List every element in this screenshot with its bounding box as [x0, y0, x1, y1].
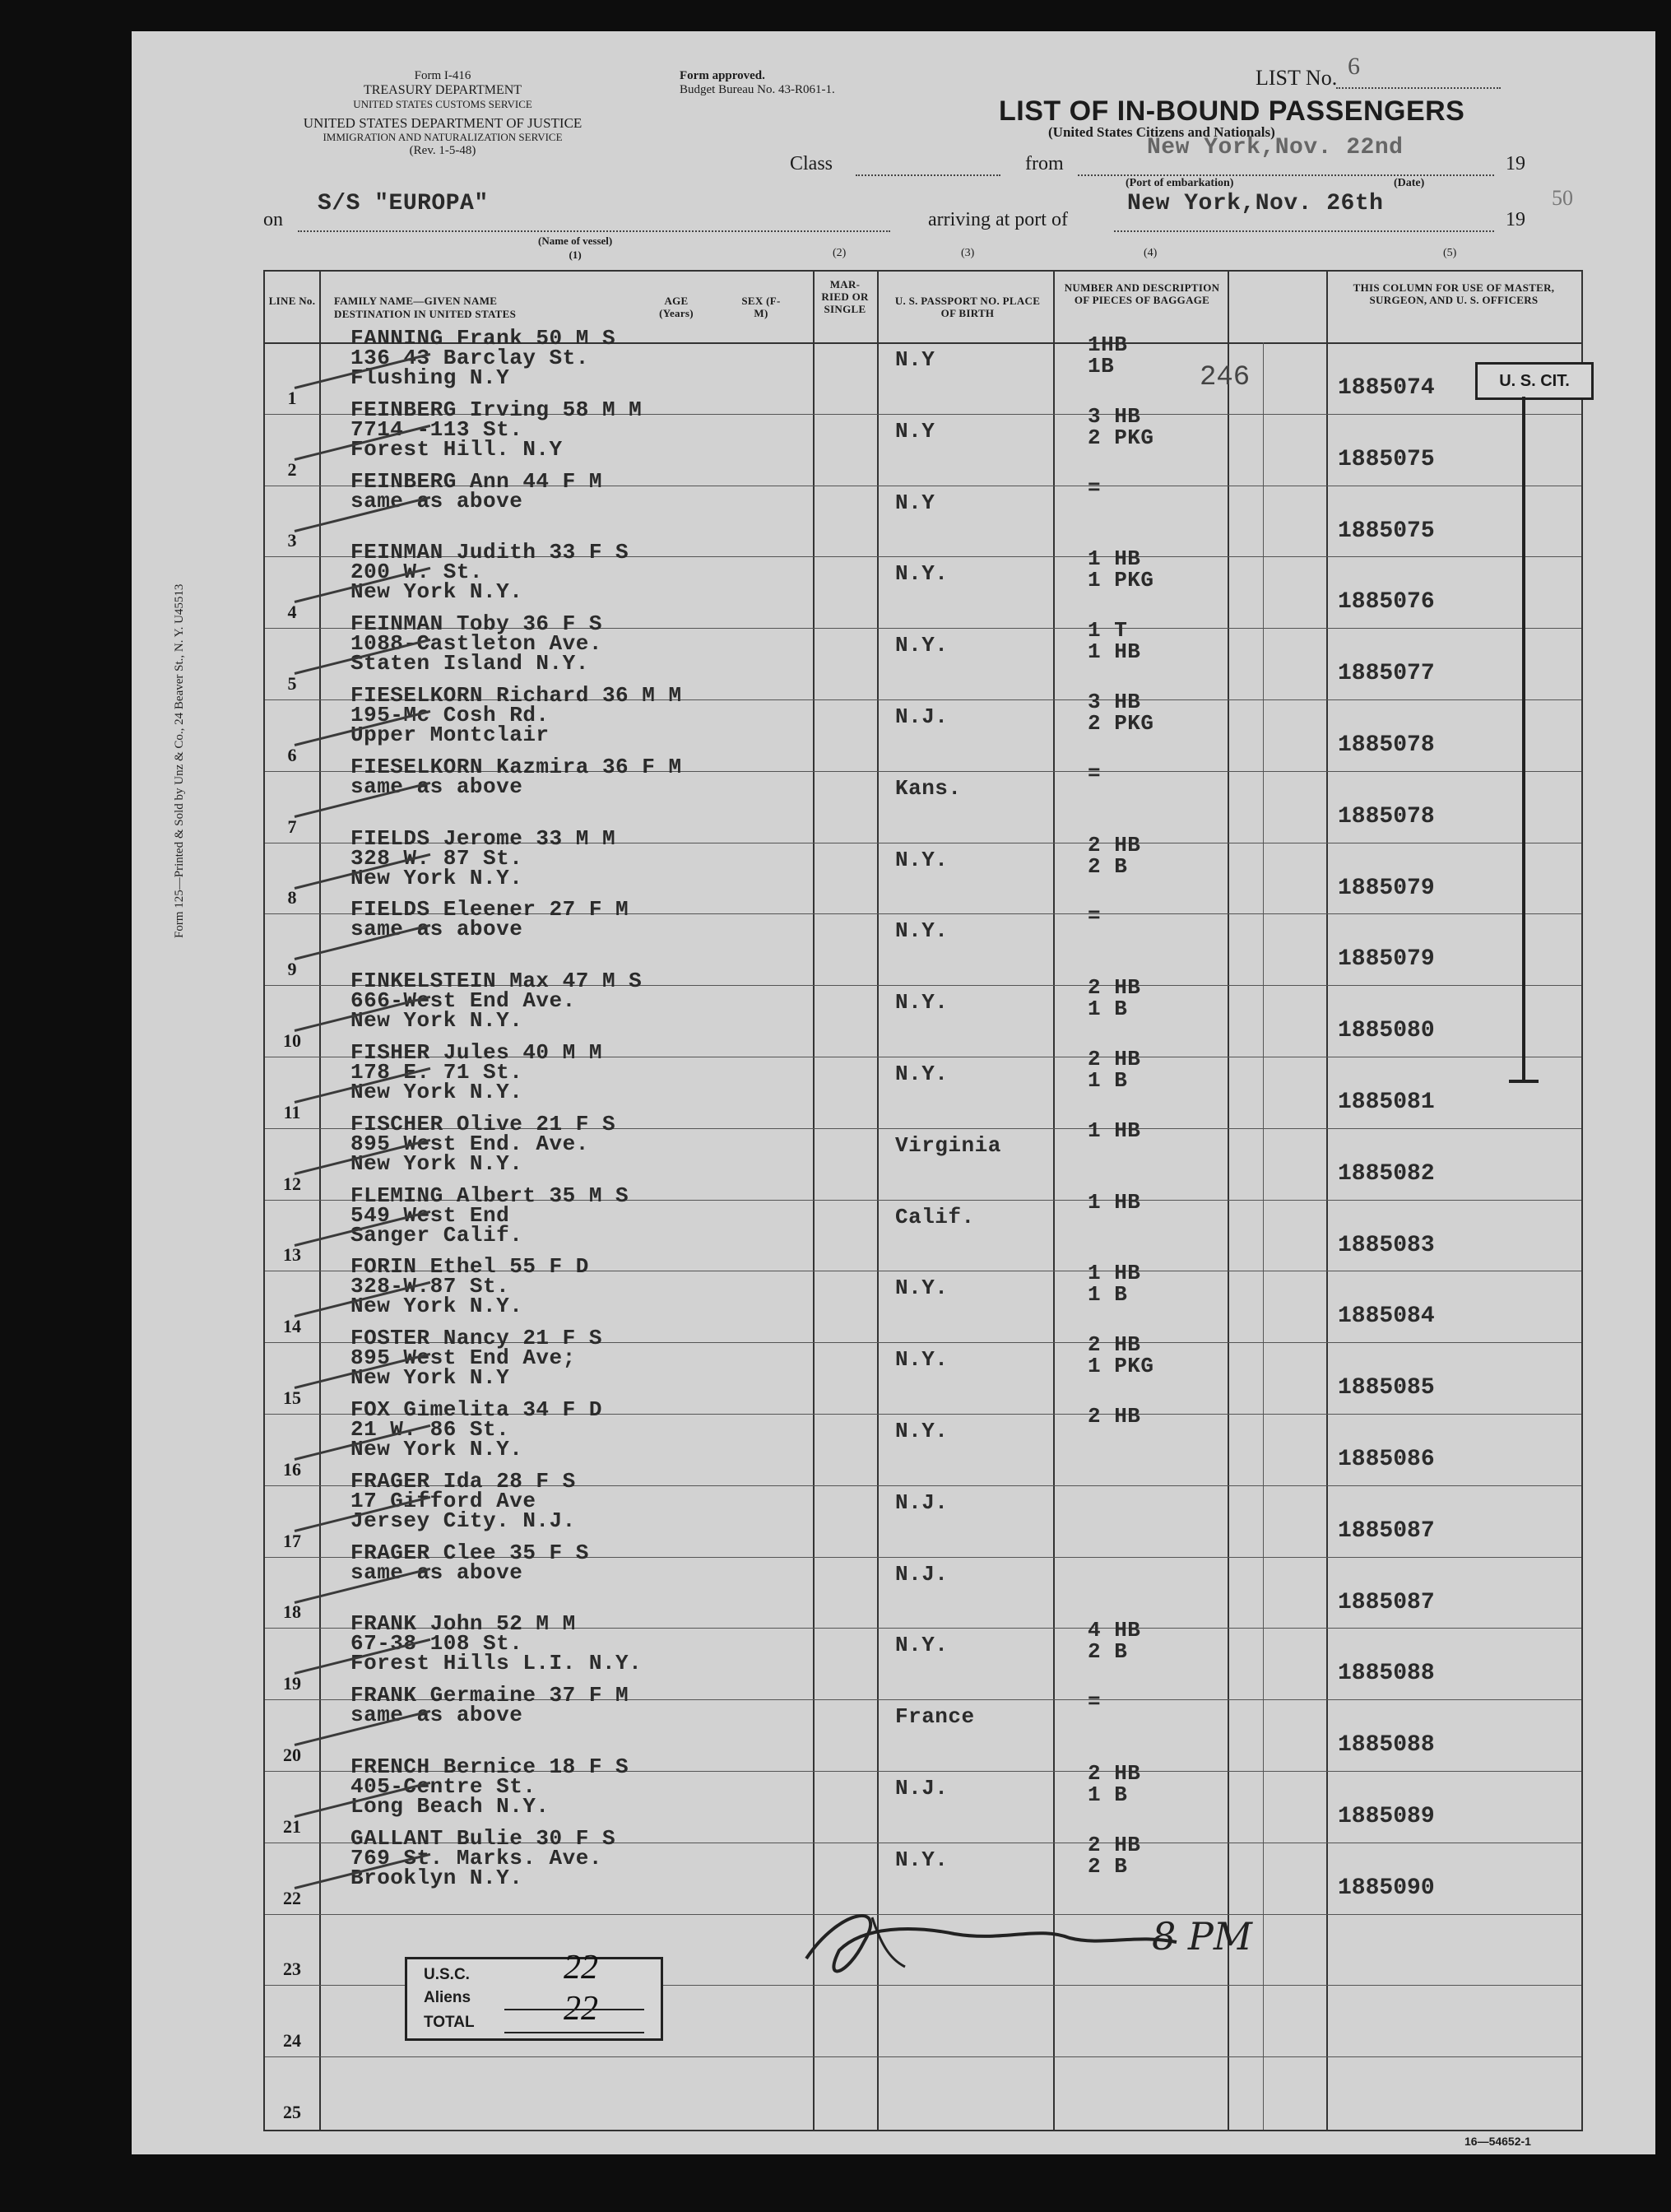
- total-value: 22: [564, 1990, 598, 2028]
- officer-control-number: 1885088: [1338, 1732, 1435, 1759]
- form-number: 16—54652-1: [1464, 2135, 1531, 2148]
- passenger-name-line: FIELDS Jerome 33 M M: [350, 825, 616, 851]
- list-no-line: [1336, 87, 1501, 89]
- passenger-name-line: FISHER Jules 40 M M: [350, 1040, 602, 1065]
- passenger-address-line: 136 43 Barclay St.: [350, 346, 589, 370]
- summary-rule: [504, 2032, 644, 2033]
- list-no-label: LIST No.: [1256, 66, 1338, 90]
- ins-label: IMMIGRATION AND NATURALIZATION SERVICE: [323, 131, 563, 143]
- officer-control-number: 1885078: [1338, 803, 1435, 830]
- passenger-address-line: 7714 -113 St.: [350, 416, 523, 442]
- line-number: 11: [283, 1101, 301, 1122]
- arriving-port-value: New York,Nov. 26th: [1127, 191, 1384, 216]
- citizen-bracket-foot: [1509, 1080, 1539, 1083]
- officer-control-number: 1885084: [1338, 1304, 1435, 1330]
- line-number: 18: [283, 1601, 301, 1623]
- line-number: 2: [287, 458, 297, 480]
- year-suffix: 50: [1552, 186, 1573, 210]
- passenger-birthplace: N.Y: [895, 418, 935, 444]
- passenger-address-line: same as above: [350, 774, 523, 799]
- passenger-address-line: 328 W. 87 St.: [350, 845, 523, 871]
- year-label: 19: [1506, 153, 1525, 174]
- summary-rule: [504, 2009, 644, 2010]
- passenger-city-line: Flushing N.Y: [350, 365, 510, 390]
- approval-block: [680, 69, 835, 97]
- passenger-birthplace: N.Y.: [895, 1419, 949, 1443]
- passenger-baggage: =: [1088, 475, 1102, 500]
- passenger-birthplace: N.Y.: [895, 561, 949, 587]
- passenger-baggage: =: [1088, 1689, 1102, 1715]
- passenger-city-line: New York N.Y.: [350, 1008, 523, 1034]
- vessel-caption-num: (1): [569, 249, 582, 261]
- passenger-city-line: Brooklyn N.Y.: [350, 1865, 523, 1890]
- col-head-passport: U. S. PASSPORT NO. PLACE OF BIRTH: [894, 295, 1041, 319]
- passenger-address-line: 328-W.87 St.: [350, 1274, 510, 1299]
- passenger-birthplace: N.Y.: [895, 847, 949, 872]
- passenger-birthplace: N.Y.: [895, 1347, 949, 1373]
- passenger-name-line: FIESELKORN Kazmira 36 F M: [350, 754, 682, 779]
- officer-control-number: 1885075: [1338, 446, 1435, 472]
- col-number: (4): [1144, 247, 1158, 259]
- passenger-baggage: 2 HB: [1088, 975, 1141, 1001]
- col-rule: [877, 272, 879, 2130]
- passenger-city-line: Sanger Calif.: [350, 1222, 523, 1248]
- officer-control-number: 1885079: [1338, 875, 1435, 901]
- passenger-city-line: New York N.Y.: [350, 1437, 523, 1462]
- passenger-city-line: New York N.Y.: [350, 1294, 523, 1319]
- passenger-baggage: 1 B: [1088, 1282, 1128, 1308]
- col-rule: [1228, 272, 1229, 2130]
- col-head-age: AGE (Years): [659, 295, 694, 319]
- passenger-name-line: FRAGER Ida 28 F S: [350, 1468, 576, 1494]
- aliens-label: Aliens: [424, 1989, 471, 2006]
- col-number: (2): [833, 247, 847, 259]
- passenger-city-line: Long Beach N.Y.: [350, 1794, 550, 1819]
- line-number: 6: [287, 744, 297, 765]
- passenger-birthplace: N.Y.: [895, 1276, 949, 1301]
- passenger-name-line: FOSTER Nancy 21 F S: [350, 1326, 602, 1351]
- passenger-name-line: FINKELSTEIN Max 47 M S: [350, 969, 643, 994]
- officer-control-number: 1885085: [1338, 1375, 1435, 1401]
- passenger-baggage: 1 HB: [1088, 1261, 1141, 1286]
- passenger-baggage: 1 B: [1088, 1782, 1128, 1807]
- passenger-baggage: 1 HB: [1088, 1189, 1141, 1215]
- officer-control-number: 1885077: [1338, 661, 1435, 687]
- passenger-name-line: FIESELKORN Richard 36 M M: [350, 683, 682, 708]
- line-number: 10: [283, 1030, 301, 1051]
- passenger-birthplace: N.J.: [895, 1561, 949, 1587]
- passenger-name-line: FEINBERG Irving 58 M M: [350, 397, 643, 422]
- officer-control-number: 1885074: [1338, 375, 1435, 401]
- passenger-birthplace: N.Y.: [895, 1847, 949, 1872]
- treasury-label: TREASURY DEPARTMENT: [363, 83, 522, 97]
- passenger-name-line: GALLANT Bulie 30 F S: [350, 1825, 616, 1851]
- passenger-name-line: FRAGER Clee 35 F S: [350, 1540, 589, 1565]
- col-number: (5): [1443, 247, 1457, 259]
- printer-imprint: Form 125—Printed & Sold by Unz & Co., 24 Beaver St., N. Y. U45513: [173, 583, 186, 938]
- passenger-address-line: 769 St. Marks. Ave.: [350, 1845, 602, 1870]
- rev-label: (Rev. 1-5-48): [409, 144, 476, 157]
- on-label: on: [263, 209, 283, 230]
- officer-control-number: 1885081: [1338, 1090, 1435, 1115]
- line-number: 25: [283, 2102, 301, 2122]
- officer-control-number: 1885087: [1338, 1589, 1435, 1615]
- passenger-birthplace: N.J.: [895, 1776, 949, 1801]
- col-rule: [1053, 272, 1055, 2130]
- form-id: Form I-416: [414, 69, 471, 82]
- passenger-baggage: 2 HB: [1088, 1047, 1141, 1071]
- passenger-baggage: =: [1088, 760, 1102, 786]
- passenger-address-line: 666-West End Ave.: [350, 988, 576, 1014]
- usc-label: U.S.C.: [424, 1966, 470, 1983]
- from-label: from: [1025, 153, 1064, 174]
- passenger-birthplace: Calif.: [895, 1204, 975, 1229]
- passenger-city-line: Forest Hills L.I. N.Y.: [350, 1651, 643, 1676]
- officer-control-number: 1885075: [1338, 518, 1435, 544]
- passenger-city-line: New York N.Y.: [350, 579, 523, 605]
- passenger-name-line: FRANK Germaine 37 F M: [350, 1683, 629, 1708]
- officer-control-number: 1885080: [1338, 1018, 1435, 1044]
- passenger-baggage: 1 HB: [1088, 1118, 1141, 1143]
- line-number: 19: [283, 1673, 301, 1694]
- passenger-baggage: 2 HB: [1088, 1404, 1141, 1429]
- passenger-name-line: FEINBERG Ann 44 F M: [350, 468, 602, 494]
- line-number: 9: [287, 959, 297, 980]
- passenger-baggage: 2 PKG: [1088, 711, 1154, 736]
- page-title: LIST OF IN-BOUND PASSENGERS: [999, 95, 1465, 127]
- passenger-baggage: 4 HB: [1088, 1618, 1141, 1643]
- passenger-city-line: Staten Island N.Y.: [350, 651, 589, 676]
- passenger-city-line: New York N.Y: [350, 1365, 510, 1391]
- passenger-address-line: 200 W. St.: [350, 560, 484, 585]
- officer-control-number: 1885078: [1338, 732, 1435, 758]
- passenger-address-line: same as above: [350, 488, 523, 514]
- vessel-name: S/S "EUROPA": [318, 191, 489, 216]
- citizen-bracket: [1522, 397, 1525, 1081]
- line-number: 21: [283, 1815, 301, 1837]
- passenger-baggage: 3 HB: [1088, 690, 1141, 714]
- passenger-birthplace: N.Y.: [895, 633, 949, 658]
- passenger-address-line: 895 West End Ave;: [350, 1345, 576, 1371]
- col-head-sex: SEX (F-M): [741, 295, 781, 319]
- passenger-baggage: 2 B: [1088, 1853, 1128, 1879]
- officer-control-number: 1885090: [1338, 1875, 1435, 1901]
- passenger-birthplace: N.Y: [895, 490, 935, 515]
- passenger-name-line: FOX Gimelita 34 F D: [350, 1397, 602, 1422]
- passenger-baggage: 2 HB: [1088, 1761, 1141, 1786]
- passenger-baggage: 3 HB: [1088, 403, 1141, 429]
- col-rule: [813, 272, 815, 2130]
- passenger-name-line: FRENCH Bernice 18 F S: [350, 1754, 629, 1779]
- header-agency-block: [262, 69, 624, 158]
- passenger-address-line: same as above: [350, 1703, 523, 1728]
- passenger-birthplace: Virginia: [895, 1132, 1001, 1158]
- usc-value: 22: [564, 1949, 598, 1987]
- passenger-baggage: 2 B: [1088, 853, 1128, 879]
- passenger-baggage: 1 T: [1088, 618, 1128, 644]
- summary-box: [405, 1949, 663, 2041]
- passenger-baggage: 2 HB: [1088, 832, 1141, 857]
- line-number: 7: [287, 816, 297, 837]
- passenger-baggage: 1 PKG: [1088, 1354, 1154, 1379]
- signature-time-note: 8 PM: [1152, 1914, 1252, 1959]
- passenger-baggage: 1 B: [1088, 997, 1128, 1022]
- passenger-name-line: FANNING Frank 50 M S: [350, 326, 616, 351]
- passenger-birthplace: N.J.: [895, 1489, 949, 1515]
- line-number: 1: [287, 387, 297, 408]
- passenger-birthplace: N.J.: [895, 704, 949, 729]
- col-head-line-no: LINE No.: [268, 295, 316, 307]
- passenger-name-line: FISCHER Olive 21 F S: [350, 1111, 616, 1136]
- baggage-note: 246: [1200, 362, 1251, 393]
- col-number: (3): [961, 247, 975, 259]
- passenger-city-line: New York N.Y.: [350, 865, 523, 890]
- arriving-label: arriving at port of: [928, 209, 1068, 230]
- approval-label: Form approved.: [680, 69, 765, 82]
- passenger-birthplace: France: [895, 1704, 975, 1730]
- passenger-birthplace: N.Y.: [895, 1062, 949, 1086]
- passenger-baggage: =: [1088, 904, 1102, 929]
- total-label: TOTAL: [424, 2014, 475, 2031]
- col-rule: [319, 272, 321, 2130]
- passenger-baggage: 1HB: [1088, 332, 1128, 357]
- passenger-baggage: 1B: [1088, 354, 1115, 379]
- line-number: 14: [283, 1316, 301, 1337]
- port-embark-caption: (Port of embarkation): [1126, 177, 1234, 189]
- line-number: 12: [283, 1173, 301, 1194]
- line-number: 24: [283, 2030, 301, 2052]
- line-number: 5: [287, 673, 297, 694]
- officer-control-number: 1885089: [1338, 1804, 1435, 1829]
- from-value: New York,Nov. 22nd: [1147, 135, 1404, 160]
- vessel-caption: [538, 234, 612, 262]
- passenger-city-line: Upper Montclair: [350, 723, 550, 747]
- line-number: 22: [283, 1887, 301, 1908]
- passenger-address-line: 405-Centre St.: [350, 1774, 536, 1799]
- officer-control-number: 1885086: [1338, 1447, 1435, 1472]
- line-number: 23: [283, 1959, 301, 1980]
- passenger-address-line: 21 W. 86 St.: [350, 1417, 510, 1442]
- passenger-city-line: Forest Hill. N.Y: [350, 436, 563, 462]
- passenger-city-line: New York N.Y.: [350, 1080, 523, 1104]
- passenger-address-line: 1088-Castleton Ave.: [350, 631, 602, 657]
- passenger-address-line: 195-Mc Cosh Rd.: [350, 703, 550, 727]
- passenger-birthplace: Kans.: [895, 775, 962, 801]
- arriving-line: [1114, 230, 1494, 232]
- col-head-baggage: NUMBER AND DESCRIPTION OF PIECES OF BAGGAGE: [1064, 281, 1220, 306]
- col-head-married: MAR- RIED OR SINGLE: [821, 278, 869, 315]
- col-head-officers: THIS COLUMN FOR USE OF MASTER, SURGEON, AND U. S. OFFICERS: [1353, 281, 1555, 306]
- col-head-destination: DESTINATION IN UNITED STATES: [334, 308, 517, 320]
- passenger-birthplace: N.Y: [895, 347, 935, 372]
- vessel-caption-text: (Name of vessel): [538, 235, 613, 247]
- passenger-address-line: same as above: [350, 917, 523, 942]
- passenger-baggage: 2 HB: [1088, 1332, 1141, 1358]
- budget-label: Budget Bureau No. 43-R061-1.: [680, 83, 835, 96]
- passenger-address-line: 895 West End. Ave.: [350, 1131, 589, 1156]
- officer-control-number: 1885087: [1338, 1517, 1435, 1544]
- col-rule: [1326, 272, 1328, 2130]
- col-head-name: FAMILY NAME—GIVEN NAME: [334, 295, 498, 307]
- passenger-birthplace: N.Y.: [895, 918, 949, 944]
- class-line: [856, 174, 1000, 176]
- us-citizen-stamp: U. S. CIT.: [1475, 362, 1594, 400]
- line-number: 17: [283, 1530, 301, 1551]
- passenger-baggage: 1 B: [1088, 1068, 1128, 1093]
- officer-control-number: 1885079: [1338, 946, 1435, 973]
- officer-control-number: 1885083: [1338, 1232, 1435, 1258]
- passenger-name-line: FRANK John 52 M M: [350, 1611, 576, 1637]
- passenger-name-line: FLEMING Albert 35 M S: [350, 1183, 629, 1208]
- vessel-line: [298, 230, 890, 232]
- passenger-address-line: 17 Gifford Ave: [350, 1488, 536, 1513]
- list-no-value: 6: [1348, 53, 1360, 80]
- passenger-table: [263, 247, 1583, 2131]
- row-rule: [265, 2056, 1581, 2057]
- line-number: 16: [283, 1458, 301, 1480]
- passenger-city-line: New York N.Y.: [350, 1150, 523, 1176]
- line-number: 15: [283, 1387, 301, 1408]
- officer-control-number: 1885088: [1338, 1661, 1435, 1687]
- page-subtitle: (United States Citizens and Nationals): [1048, 124, 1275, 140]
- passenger-baggage: 1 HB: [1088, 639, 1141, 665]
- passenger-baggage: 2 PKG: [1088, 425, 1154, 450]
- customs-label: UNITED STATES CUSTOMS SERVICE: [353, 98, 532, 110]
- passenger-address-line: 178 E. 71 St.: [350, 1060, 523, 1085]
- line-number: 13: [283, 1244, 301, 1266]
- passenger-name-line: FORIN Ethel 55 F D: [350, 1254, 589, 1280]
- line-number: 4: [287, 602, 297, 623]
- col-rule: [1263, 342, 1264, 2130]
- passenger-baggage: 2 B: [1088, 1639, 1128, 1665]
- officer-control-number: 1885082: [1338, 1160, 1435, 1187]
- passenger-city-line: Jersey City. N.J.: [350, 1508, 576, 1533]
- date-caption: (Date): [1394, 177, 1425, 189]
- passenger-baggage: 1 PKG: [1088, 568, 1154, 593]
- class-label: Class: [790, 153, 833, 174]
- officer-control-number: 1885076: [1338, 589, 1435, 616]
- line-number: 3: [287, 530, 297, 551]
- passenger-name-line: FEINMAN Toby 36 F S: [350, 611, 602, 637]
- passenger-birthplace: N.Y.: [895, 1633, 949, 1658]
- passenger-baggage: 1 HB: [1088, 546, 1141, 572]
- passenger-address-line: same as above: [350, 1559, 523, 1585]
- passenger-birthplace: N.Y.: [895, 990, 949, 1015]
- arriving-year-label: 19: [1506, 209, 1525, 230]
- passenger-address-line: 67-38 108 St.: [350, 1631, 523, 1657]
- passenger-name-line: FIELDS Eleener 27 F M: [350, 897, 629, 922]
- line-number: 8: [287, 887, 297, 908]
- passenger-name-line: FEINMAN Judith 33 F S: [350, 540, 629, 565]
- passenger-baggage: 2 HB: [1088, 1832, 1141, 1857]
- line-number: 20: [283, 1745, 301, 1765]
- justice-label: UNITED STATES DEPARTMENT OF JUSTICE: [303, 115, 583, 131]
- passenger-address-line: 549 West End: [350, 1202, 510, 1228]
